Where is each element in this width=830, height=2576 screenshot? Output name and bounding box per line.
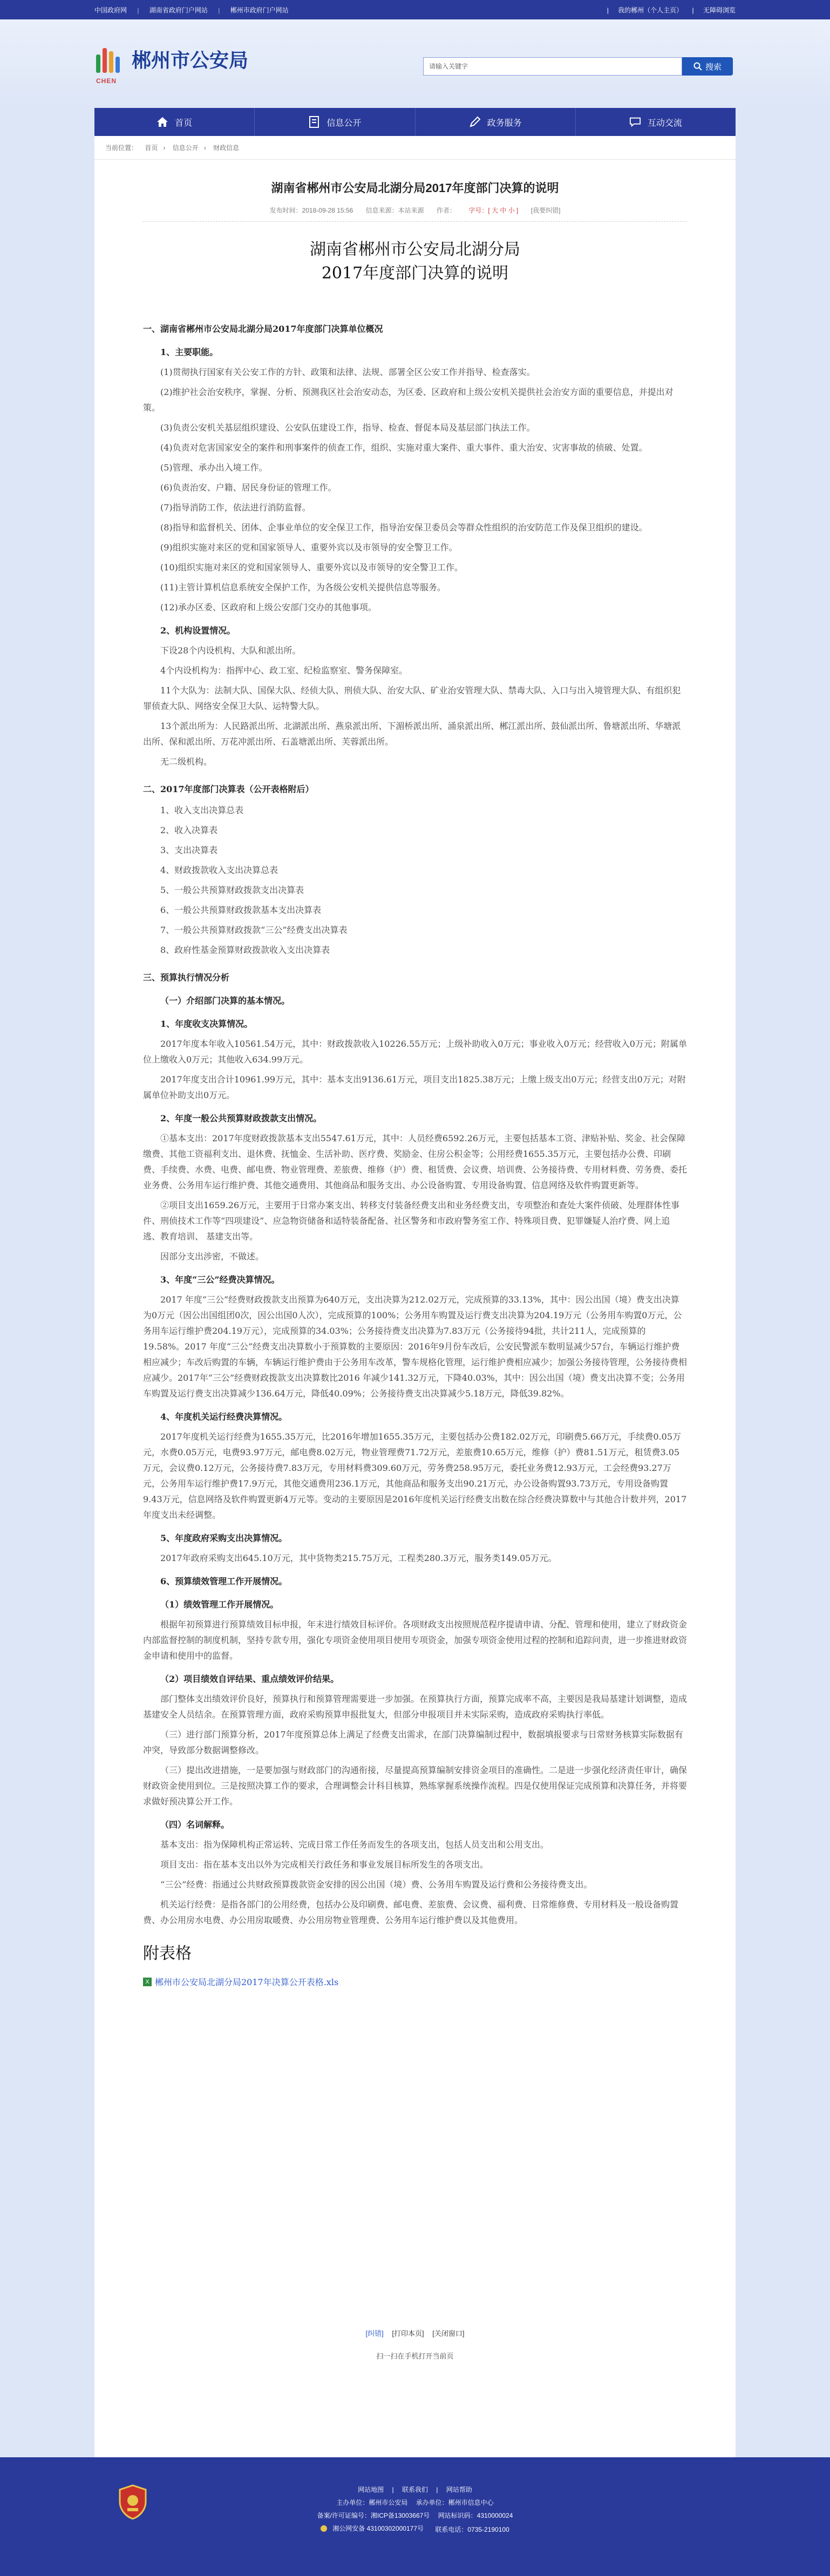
body-paragraph: 无二级机构。	[160, 757, 213, 767]
body-paragraph: 7、一般公共预算财政拨款“三公”经费支出决算表	[160, 925, 348, 935]
document-heading	[94, 238, 736, 285]
nav-home[interactable]	[94, 108, 255, 136]
section-heading: （2）项目绩效自评结果、重点绩效评价结果。	[160, 1674, 339, 1684]
top-link[interactable]: 中国政府网	[94, 6, 127, 14]
body-paragraph: ①基本支出：2017年度财政拨款基本支出5547.61万元，其中：人员经费6592.26万元，主要包括基本工资、津贴补贴、奖金、社会保障缴费、其他工资福利支出、退休费、抚恤金、生活补助、医疗费、奖励金、住房公积金等；公用经费1655.35万元，主要包括办公费、印刷费、手续费、水费、电费、邮电费、物业管理费、差旅费、维修（护）费、租赁费、会议费、培训费、公务接待费、专用材料费、劳务费、委托业务费、公务用车运行维护费、其他交通费用、其他商品和服务支出、办公设备购置、专用设备购置、信息网络及软件购置更新等。	[143, 1133, 688, 1190]
separator: |	[218, 6, 220, 14]
nav-label: 互动交流	[647, 118, 682, 128]
article-source: 信息来源：本站来源	[365, 207, 424, 214]
public-security-record[interactable]	[321, 2522, 427, 2535]
footer-links	[0, 2483, 830, 2496]
home-icon	[157, 116, 168, 128]
search-icon	[693, 62, 702, 71]
body-paragraph: (12)承办区委、区政府和上级公安部门交办的其他事项。	[160, 602, 377, 612]
body-paragraph: 机关运行经费：是指各部门的公用经费，包括办公及印刷费、邮电费、差旅费、会议费、福利费、日常维修费、专用材料及一般设备购置费、办公用房水电费、办公用房取暖费、办公用房物业管理费、公务用车运行维护费以及其他费用。	[143, 1899, 679, 1925]
article-body	[94, 285, 736, 1928]
body-paragraph: 6、一般公共预算财政拨款基本支出决算表	[160, 905, 322, 915]
body-paragraph: (1)贯彻执行国家有关公安工作的方针、政策和法律、法规、部署全区公安工作并指导、检查落实。	[160, 367, 535, 377]
police-emblem-icon	[321, 2525, 327, 2532]
section-heading: 1、年度收支决算情况。	[160, 1019, 253, 1029]
document-heading-line: 湖南省郴州市公安局北湖分局	[310, 240, 520, 259]
chat-icon	[629, 116, 641, 128]
content-panel	[94, 136, 736, 2457]
footer-info	[0, 2483, 830, 2536]
phone-text: 联系电话：0735-2190100	[435, 2526, 509, 2533]
search-box	[423, 57, 733, 76]
breadcrumb-sep: ›	[163, 144, 166, 152]
search-button[interactable]	[682, 57, 733, 76]
section-heading: 一、湖南省郴州市公安局北湖分局2017年度部门决算单位概况	[143, 324, 383, 334]
body-paragraph: (3)负责公安机关基层组织建设、公安队伍建设工作，指导、检查、督促本局及基层部门执法工作。	[160, 422, 535, 433]
body-paragraph: （三）进行部门预算分析，2017年度预算总体上满足了经费支出需求，在部门决算编制过程中，数据填报要求与日常财务核算实际数据有冲突，导致部分数据调整修改。	[143, 1729, 683, 1755]
site-logo[interactable]	[91, 45, 248, 85]
attachment-heading: 附表格	[143, 1944, 192, 1963]
pen-icon	[469, 116, 481, 128]
top-links	[94, 5, 297, 15]
breadcrumb-item[interactable]: 财政信息	[213, 144, 240, 152]
footer-security	[0, 2522, 830, 2536]
section-heading: 2、机构设置情况。	[160, 625, 236, 636]
top-link[interactable]: 郴州市政府门户网站	[230, 6, 289, 14]
document-icon	[308, 116, 320, 128]
body-paragraph: 2、收入决算表	[160, 825, 218, 835]
separator: |	[607, 6, 609, 14]
breadcrumb	[94, 136, 736, 160]
organizer-text: 承办单位：郴州市信息中心	[416, 2499, 494, 2506]
separator: |	[436, 2486, 438, 2493]
body-paragraph: ②项目支出1659.26万元，主要用于日常办案支出、转移支付装备经费支出和业务经费支出，专项整治和查处大案件侦破、处理群体性事件、刑侦技术工作等“四项建设”、应急物资储备和适特装备配备、社区警务和市政府警务室工作、特殊项目费、犯罪嫌疑人治疗费、网上追逃、教育培训、 基建支出等。	[143, 1200, 680, 1242]
footer-sponsor	[0, 2496, 830, 2509]
body-paragraph: 11个大队为：法制大队、国保大队、经侦大队、刑侦大队、治安大队、矿业治安管理大队、禁毒大队、入口与出入境管理大队、有组织犯罪侦查大队、网络安全保卫大队、运特警大队。	[143, 685, 681, 711]
body-paragraph: 2017年度机关运行经费为1655.35万元，比2016年增加1655.35万元，主要包括办公费182.02万元，印刷费5.66万元，手续费0.05万元，水费0.05万元，电费93.97万元，邮电费8.02万元，物业管理费71.72万元，差旅费10.65万元，维修（护）费81.51万元，租赁费3.05万元，会议费0.12万元，公务接待费7.83万元，专用材料费309.60万元，劳务费258.95万元，委托业务费12.93万元，工会经费93.27万元，公务用车运行维护费17.9万元，其他交通费用236.1万元，其他商品和服务支出90.21万元，办公设备购置93.73万元，专用设备购置9.43万元，信息网络及软件购置更新4万元等。变动的主要原因是2016年度机关运行经费支出数在综合经费决算数中与其他合计数并列，2017年度支出未经调整。	[143, 1432, 687, 1520]
logo-icon	[91, 46, 127, 85]
body-paragraph: 根据年初预算进行预算绩效目标申报，年末进行绩效目标评价。各项财政支出按照规范程序提请申请、分配、管理和使用，建立了财政资金内部监督控制的制度机制，坚持专款专用，强化专项资金使用项目使用专项资金，加强专项资金使用过程的控制和追踪问责，进一步推进财政资金申请和使用中的监督。	[143, 1619, 688, 1661]
body-paragraph: 4个内设机构为：指挥中心、政工室、纪检监察室、警务保障室。	[160, 665, 408, 676]
document-heading-line: 2017年度部门决算的说明	[321, 264, 509, 283]
report-error-link[interactable]: [我要纠错]	[530, 207, 561, 214]
qr-hint: 扫一扫在手机打开当前页	[376, 2352, 454, 2360]
section-heading: （四）名词解释。	[160, 1819, 230, 1830]
body-paragraph: 5、一般公共预算财政拨款支出决算表	[160, 885, 304, 895]
body-paragraph: (6)负责治安、户籍、居民身份证的管理工作。	[160, 482, 337, 493]
accessibility-link[interactable]: 无障碍浏览	[703, 6, 736, 14]
breadcrumb-label: 当前位置：	[105, 144, 138, 152]
attachment-link[interactable]	[143, 1975, 736, 1988]
body-paragraph: (2)维护社会治安秩序，掌握、分析、预测我区社会治安动态，为区委、区政府和上级公安机关提供社会治安方面的重要信息，并提出对策。	[143, 387, 673, 413]
body-paragraph: 13个派出所为：人民路派出所、北湖派出所、燕泉派出所、下湄桥派出所、涌泉派出所、郴江派出所、鼓仙派出所、鲁塘派出所、华塘派出所、保和派出所、万花冲派出所、石盖塘派出所、芙蓉派出所。	[143, 721, 681, 747]
close-window-button[interactable]: [关闭窗口]	[432, 2329, 465, 2338]
separator: |	[692, 6, 694, 14]
contact-link[interactable]: 联系我们	[402, 2486, 428, 2493]
section-heading: 6、预算绩效管理工作开展情况。	[160, 1576, 288, 1586]
body-paragraph: (4)负责对危害国家安全的案件和刑事案件的侦查工作，组织、实施对重大案件、重大事件、重大治安、灾害事故的侦破、处置。	[160, 442, 648, 453]
site-title: 郴州市公安局	[132, 50, 249, 72]
nav-label: 信息公开	[326, 118, 362, 128]
body-paragraph: “三公”经费：指通过公共财政预算拨款资金安排的因公出国（境）费、公务用车购置及运行费和公务接待费支出。	[160, 1879, 593, 1890]
breadcrumb-item[interactable]: 首页	[145, 144, 158, 152]
article-title: 湖南省郴州市公安局北湖分局2017年度部门决算的说明	[271, 181, 559, 195]
page-tools	[94, 2328, 736, 2338]
separator: |	[137, 6, 139, 14]
sitemap-link[interactable]: 网站地图	[358, 2486, 384, 2493]
search-button-label: 搜索	[705, 62, 722, 72]
sponsor-text: 主办单位：郴州市公安局	[336, 2499, 408, 2506]
nav-info-public[interactable]	[255, 108, 415, 136]
publish-date: 发布时间：2018-09-28 15:56	[269, 207, 353, 214]
body-paragraph: 4、财政拨款收入支出决算总表	[160, 865, 278, 875]
site-id-text: 网站标识码：4310000024	[438, 2512, 513, 2519]
body-paragraph: 部门整体支出绩效评价良好，预算执行和预算管理需要进一步加强。在预算执行方面，预算完成率不高，主要因是我局基建计划调整，造成基建安全人员结余。在预算管理方面，政府采购预算申报批复大，但部分申报项目并未实际采购，造成政府采购执行率低。	[143, 1694, 688, 1720]
body-paragraph: （三）提出改进措施，一是要加强与财政部门的沟通衔接，尽量提高预算编制安排资金项目的准确性。二是进一步强化经济责任审计，确保财政资金使用到位。三是按照决算工作的要求，合理调整会计科目核算，熟练掌握系统操作流程。四是仅使用保证完成预算和决算任务，并将要求做好预决算公开工作。	[143, 1765, 688, 1807]
error-report-button[interactable]: [纠错]	[365, 2329, 384, 2338]
logo-en-text: CHEN	[96, 77, 117, 85]
section-heading: （一）介绍部门决算的基本情况。	[160, 996, 290, 1006]
nav-label: 政务服务	[487, 118, 522, 128]
search-input[interactable]: 请输入关键字	[423, 57, 682, 76]
section-heading: 5、年度政府采购支出决算情况。	[160, 1533, 288, 1543]
body-paragraph: 下设28个内设机构、大队和派出所。	[160, 645, 301, 656]
section-heading: 二、2017年度部门决算表（公开表格附后）	[143, 784, 314, 794]
body-paragraph: (5)管理、承办出入境工作。	[160, 462, 268, 473]
site-footer	[0, 2457, 830, 2576]
site-header	[0, 19, 830, 108]
font-size-switch[interactable]: 字号：[ 大 中 小 ]	[468, 207, 519, 214]
separator: |	[392, 2486, 394, 2493]
xls-file-icon: X	[143, 1978, 152, 1986]
body-paragraph: 1、收入支出决算总表	[160, 805, 244, 815]
top-bar	[0, 0, 830, 19]
body-paragraph: (9)组织实施对来区的党和国家领导人、重要外宾以及市领导的安全警卫工作。	[160, 542, 458, 553]
body-paragraph: 项目支出：指在基本支出以外为完成相关行政任务和事业发展目标所发生的各项支出。	[160, 1859, 489, 1870]
footer-icp	[0, 2509, 830, 2522]
top-link[interactable]: 湖南省政府门户网站	[149, 6, 208, 14]
body-paragraph: (8)指导和监督机关、团体、企事业单位的安全保卫工作，指导治安保卫委员会等群众性组织的治安防范工作及保卫组织的建设。	[160, 522, 648, 533]
security-record-text: 湘公网安备 43100302000177号	[332, 2525, 424, 2532]
body-paragraph: 8、政府性基金预算财政拨款收入支出决算表	[160, 945, 330, 955]
nav-services[interactable]	[416, 108, 576, 136]
attachment-filename: 郴州市公安局北湖分局2017年决算公开表格.xls	[155, 1977, 339, 1987]
print-button[interactable]: [打印本页]	[392, 2329, 424, 2338]
body-paragraph: 2017年度支出合计10961.99万元，其中：基本支出9136.61万元，项目支出1825.38万元；上缴上级支出0万元；经营支出0万元；对附属单位补助支出0万元。	[143, 1074, 686, 1100]
breadcrumb-sep: ›	[203, 144, 206, 152]
my-homepage-link[interactable]: 我的郴州（个人主页）	[618, 6, 683, 14]
body-paragraph: 因部分支出涉密，不做述。	[160, 1251, 264, 1262]
top-right-links	[600, 5, 736, 15]
icp-text[interactable]: 备案/许可证编号：湘ICP备13003667号	[317, 2512, 430, 2519]
section-heading: 1、主要职能。	[160, 347, 219, 357]
body-paragraph: 2017年政府采购支出645.10万元，其中货物类215.75万元，工程类280.3万元，服务类149.05万元。	[160, 1553, 557, 1563]
breadcrumb-item[interactable]: 信息公开	[172, 144, 199, 152]
section-heading: 2、年度一般公共预算财政拨款支出情况。	[160, 1113, 322, 1123]
body-paragraph: (10)组织实施对来区的党和国家领导人、重要外宾以及市领导的安全警卫工作。	[160, 562, 463, 573]
body-paragraph: (11)主管计算机信息系统安全保护工作，为各级公安机关提供信息等服务。	[160, 582, 446, 592]
article-meta	[143, 206, 687, 222]
body-paragraph: (7)指导消防工作，依法进行消防监督。	[160, 502, 311, 513]
body-paragraph: 2017年度本年收入10561.54万元，其中：财政拨款收入10226.55万元；上级补助收入0万元；事业收入0万元；经营收入0万元；附属单位上缴收入0万元；其他收入634.99万元。	[143, 1039, 687, 1065]
section-heading: （1）绩效管理工作开展情况。	[160, 1599, 279, 1610]
body-paragraph: 3、支出决算表	[160, 845, 218, 855]
help-link[interactable]: 网站帮助	[446, 2486, 472, 2493]
section-heading: 3、年度“三公”经费决算情况。	[160, 1275, 280, 1285]
main-nav	[94, 108, 736, 136]
section-heading: 4、年度机关运行经费决算情况。	[160, 1412, 288, 1422]
body-paragraph: 2017 年度“三公”经费财政拨款支出预算为640万元，支出决算为212.02万元，完成预算的33.13%，其中：因公出国（境）费支出决算为0万元（因公出国组团0次，因公出国0人次），完成预算的100%；公务用车购置及运行费支出决算为204.19万元（公务用车购置0万元，公务用车运行维护费204.19万元），完成预算的34.03%；公务接待费支出决算为7.83万元（公务接待94批，共计211人，完成预算的19.58%。2017 年度“三公”经费支出决算数小于预算数的主要原因：2016年9月份车改后，公安民警派车数明显减少57台，车辆运行维护费相应减少；车改后购置的车辆，车辆运行维护费由于公务用车改革，警车规格化管理，运行维护费相应减少；加强公务接待管理，公务接待费相应减少。2017年“三公”经费财政拨款支出决算数比2016 年减少141.32万元，下降40.03%，其中：因公出国（境）费支出决算不变；公务用车购置及运行费支出决算减少136.64万元，降低40.09%；公务接待费支出决算减少5.18万元，降低39.82%。	[143, 1294, 688, 1399]
nav-interaction[interactable]	[576, 108, 736, 136]
nav-label: 首页	[175, 118, 193, 128]
section-heading: 三、预算执行情况分析	[143, 972, 230, 983]
article-author: 作者：	[437, 207, 457, 214]
body-paragraph: 基本支出：指为保障机构正常运转、完成日常工作任务而发生的各项支出，包括人员支出和公用支出。	[160, 1839, 549, 1850]
